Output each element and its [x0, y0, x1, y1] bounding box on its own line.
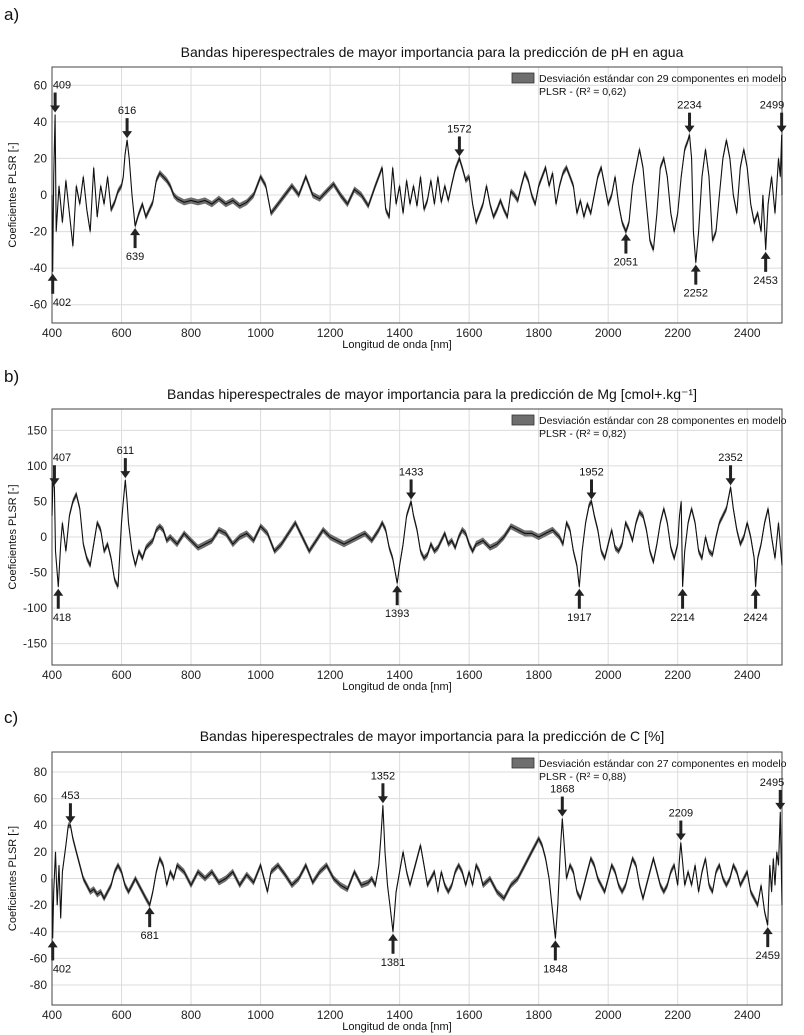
annotation-label: 2252 — [683, 287, 709, 300]
x-tick-label: 1000 — [247, 326, 274, 340]
x-axis-label: Longitud de onda [nm] — [342, 681, 452, 693]
y-tick-label: -60 — [29, 951, 47, 966]
annotation-label: 616 — [117, 105, 137, 118]
y-tick-label: -20 — [29, 224, 47, 239]
x-tick-label: 600 — [111, 1008, 132, 1022]
annotation-label: 2453 — [753, 274, 778, 287]
annotation-label: 2209 — [668, 807, 694, 820]
legend-swatch — [512, 73, 534, 83]
annotation-label: 1868 — [550, 783, 575, 796]
x-tick-label: 1400 — [386, 326, 413, 340]
y-tick-label: 40 — [33, 818, 47, 833]
x-tick-label: 1200 — [316, 1008, 344, 1022]
x-tick-label: 2400 — [733, 326, 761, 340]
x-tick-label: 400 — [41, 326, 63, 340]
annotation-label: 1572 — [447, 123, 472, 136]
legend-swatch — [512, 415, 534, 425]
annotation-label: 1393 — [384, 608, 410, 621]
annotation-label: 409 — [52, 79, 72, 92]
y-tick-label: 60 — [33, 791, 47, 806]
x-tick-label: 1600 — [455, 668, 483, 682]
y-tick-label: 60 — [33, 78, 47, 93]
y-tick-label: -150 — [22, 636, 47, 651]
y-tick-label: 50 — [33, 494, 47, 509]
y-tick-label: -40 — [29, 924, 47, 939]
y-tick-label: -50 — [29, 565, 47, 580]
chart-panel — [4, 708, 787, 1033]
x-tick-label: 400 — [41, 1008, 63, 1022]
y-tick-label: -40 — [29, 261, 47, 276]
x-tick-label: 2400 — [733, 668, 761, 682]
y-tick-label: 100 — [26, 458, 47, 473]
chart-title: Bandas hiperespectrales de mayor importancia para la predicción de pH en agua — [180, 44, 684, 60]
annotation-label: 402 — [52, 963, 72, 976]
x-tick-label: 1200 — [316, 668, 344, 682]
y-axis-label: Coeficientes PLSR [-] — [7, 825, 19, 932]
x-tick-label: 400 — [41, 668, 63, 682]
panel-label: a) — [4, 5, 20, 24]
x-tick-label: 800 — [181, 326, 202, 340]
chart-title: Bandas hiperespectrales de mayor importancia para la predicción de Mg [cmol+.kg⁻¹] — [167, 386, 697, 402]
annotation-label: 681 — [140, 930, 159, 943]
x-tick-label: 1600 — [455, 326, 483, 340]
annotation-label: 453 — [61, 790, 80, 803]
annotation-label: 407 — [52, 452, 72, 465]
y-tick-label: 0 — [40, 188, 47, 202]
y-tick-label: 0 — [40, 871, 47, 886]
annotation-label: 1848 — [543, 963, 568, 976]
annotation-label: 639 — [125, 251, 145, 264]
x-tick-label: 1800 — [525, 668, 553, 682]
x-tick-label: 1800 — [525, 1008, 553, 1022]
annotation-label: 2214 — [670, 611, 695, 624]
y-tick-label: 20 — [33, 844, 47, 859]
annotation-label: 2459 — [755, 950, 780, 963]
annotation-label: 1433 — [398, 466, 424, 479]
annotation-label: 418 — [52, 611, 72, 624]
x-tick-label: 2200 — [664, 1008, 692, 1022]
annotation-label: 1952 — [579, 466, 604, 479]
x-tick-label: 2000 — [594, 326, 622, 340]
annotation-label: 2495 — [759, 776, 785, 789]
x-tick-label: 1400 — [386, 1008, 413, 1022]
y-tick-label: -60 — [29, 297, 47, 312]
y-tick-label: 0 — [40, 530, 47, 544]
y-tick-label: 40 — [33, 114, 47, 129]
annotation-label: 2352 — [718, 452, 743, 465]
chart-title: Bandas hiperespectrales de mayor importancia para la predicción de C [%] — [199, 728, 665, 744]
y-tick-label: 20 — [33, 151, 47, 166]
x-tick-label: 1000 — [247, 1008, 274, 1022]
x-tick-label: 2200 — [664, 668, 692, 682]
legend-text: Desviación estándar con 29 componentes en modelo — [539, 73, 787, 85]
annotation-label: 1917 — [567, 611, 592, 624]
x-tick-label: 600 — [111, 668, 132, 682]
y-axis-label: Coeficientes PLSR [-] — [7, 142, 19, 248]
x-tick-label: 1200 — [316, 326, 344, 340]
legend-text: Desviación estándar con 28 componentes en modelo — [539, 415, 787, 427]
annotation-label: 2424 — [743, 611, 768, 624]
x-axis-label: Longitud de onda [nm] — [342, 339, 452, 351]
legend-text: PLSR - (R² = 0,82) — [539, 428, 627, 440]
y-tick-label: 150 — [26, 423, 47, 438]
annotation-label: 2234 — [677, 99, 702, 112]
chart-panel — [4, 367, 787, 693]
x-tick-label: 2400 — [733, 1008, 761, 1022]
annotation-label: 2499 — [759, 99, 785, 112]
annotation-label: 402 — [52, 296, 72, 309]
x-tick-label: 2000 — [594, 1008, 622, 1022]
x-tick-label: 600 — [111, 326, 132, 340]
x-tick-label: 2000 — [594, 668, 622, 682]
legend-text: PLSR - (R² = 0,88) — [539, 771, 627, 783]
annotation-label: 1381 — [380, 956, 406, 969]
legend-swatch — [512, 758, 534, 768]
y-tick-label: -100 — [22, 601, 47, 616]
y-tick-label: 80 — [33, 764, 47, 779]
annotation-label: 611 — [116, 445, 135, 458]
annotation-label: 1352 — [370, 770, 396, 783]
panel-label: c) — [4, 708, 19, 727]
panel-label: b) — [4, 367, 20, 386]
x-axis-label: Longitud de onda [nm] — [342, 1021, 452, 1033]
y-tick-label: -20 — [29, 898, 47, 913]
x-tick-label: 1000 — [247, 668, 274, 682]
legend-text: PLSR - (R² = 0,62) — [539, 86, 627, 98]
x-tick-label: 800 — [181, 1008, 202, 1022]
annotation-label: 2051 — [613, 256, 639, 269]
x-tick-label: 1600 — [455, 1008, 483, 1022]
x-tick-label: 1800 — [525, 326, 553, 340]
y-tick-label: -80 — [29, 978, 47, 993]
x-tick-label: 2200 — [664, 326, 692, 340]
y-axis-label: Coeficientes PLSR [-] — [7, 484, 19, 590]
chart-panel — [4, 5, 787, 351]
legend-text: Desviación estándar con 27 componentes en modelo — [539, 758, 787, 770]
x-tick-label: 1400 — [386, 668, 413, 682]
x-tick-label: 800 — [181, 668, 202, 682]
